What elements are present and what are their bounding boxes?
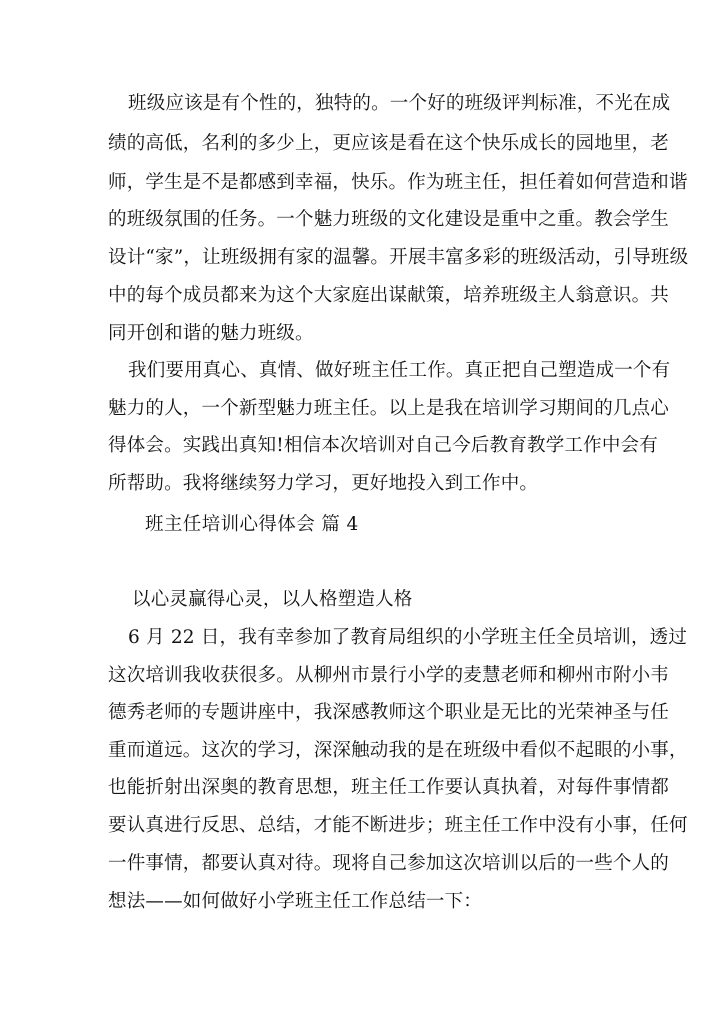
- paragraph-line: 魅力的人，一个新型魅力班主任。以上是我在培训学习期间的几点心: [108, 398, 670, 419]
- paragraph-line: 同开创和谐的魅力班级。: [108, 323, 314, 344]
- paragraph-line: 班级应该是有个性的，独特的。一个好的班级评判标准，不光在成: [128, 93, 671, 114]
- paragraph-line: 绩的高低，名利的多少上，更应该是看在这个快乐成长的园地里，老: [108, 133, 670, 154]
- paragraph-line: 得体会。实践出真知!相信本次培训对自己今后教育教学工作中会有: [108, 435, 658, 456]
- subheading-line: 以心灵赢得心灵，以人格塑造人格: [132, 589, 413, 610]
- paragraph-line: 所帮助。我将继续努力学习，更好地投入到工作中。: [108, 473, 539, 494]
- paragraph-line: 要认真进行反思、总结，才能不断进步；班主任工作中没有小事，任何: [108, 815, 688, 836]
- paragraph-line: 师，学生是不是都感到幸福，快乐。作为班主任，担任着如何营造和谐: [108, 172, 688, 193]
- paragraph-line: 想法——如何做好小学班主任工作总结一下：: [108, 891, 483, 912]
- paragraph-line: 的班级氛围的任务。一个魅力班级的文化建设是重中之重。教会学生: [108, 209, 670, 230]
- paragraph-line: 中的每个成员都来为这个大家庭出谋献策，培养班级主人翁意识。共: [108, 285, 670, 306]
- paragraph-line: 设计“家”，让班级拥有家的温馨。开展丰富多彩的班级活动，引导班级: [108, 247, 689, 268]
- paragraph-line: 德秀老师的专题讲座中，我深感教师这个职业是无比的光荣神圣与任: [108, 702, 670, 723]
- paragraph-line: 重而道远。这次的学习，深深触动我的是在班级中看似不起眼的小事，: [108, 740, 688, 761]
- paragraph-line: 我们要用真心、真情、做好班主任工作。真正把自己塑造成一个有: [128, 360, 671, 381]
- paragraph-line: 6 月 22 日，我有幸参加了教育局组织的小学班主任全员培训，透过: [128, 627, 688, 648]
- section-heading: 班主任培训心得体会 篇 4: [145, 514, 359, 535]
- paragraph-line: 一件事情，都要认真对待。现将自己参加这次培训以后的一些个人的: [108, 853, 670, 874]
- paragraph-line: 也能折射出深奥的教育思想，班主任工作要认真执着，对每件事情都: [108, 777, 670, 798]
- paragraph-line: 这次培训我收获很多。从柳州市景行小学的麦慧老师和柳州市附小韦: [108, 665, 670, 686]
